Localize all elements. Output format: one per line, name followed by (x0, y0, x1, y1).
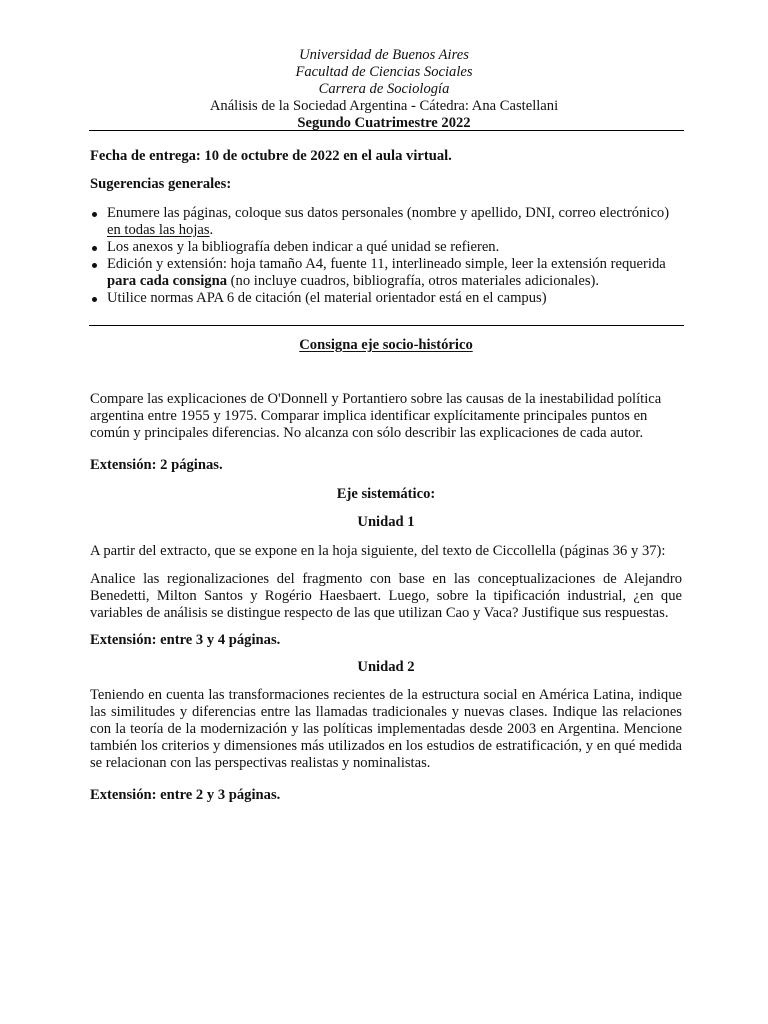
suggestions-title: Sugerencias generales: (90, 176, 232, 192)
suggestion-2-text: Los anexos y la bibliografía deben indicar a qué unidad se refieren. (107, 239, 500, 255)
header-divider (89, 130, 684, 131)
socio-historic-body: Compare las explicaciones de O'Donnell y Portantiero sobre las causas de la inestabilidad política argentina entre 1955 y 1975. Comparar implica identificar explícitamente principales puntos en común y principales diferencias. No alcanza con sólo describir las explicaciones de cada autor. (90, 391, 662, 441)
socio-historic-title-wrap (90, 337, 682, 354)
list-item (90, 256, 682, 290)
unit1-intro: A partir del extracto, que se expone en la hoja siguiente, del texto de Ciccollella (páginas 36 y 37): (90, 543, 666, 559)
university-name: Universidad de Buenos Aires (299, 47, 469, 63)
section-divider (89, 325, 684, 326)
unit1-extension: Extensión: entre 3 y 4 páginas. (90, 632, 281, 648)
suggestion-1-underlined: en todas las hojas (107, 222, 210, 238)
list-item (90, 205, 682, 239)
suggestion-1-text: Enumere las páginas, coloque sus datos personales (nombre y apellido, DNI, correo electrónico) (107, 205, 670, 221)
unit1-body: Analice las regionalizaciones del fragmento con base en las conceptualizaciones de Alejandro Benedetti, Milton Santos y Rogério Haesbaert. Luego, sobre la tipificación industrial, ¿en que variables de análisis se distingue respecto de las que utilizan Cao y Vaca? Justifique sus respuestas. (90, 571, 682, 621)
suggestion-3-end: (no incluye cuadros, bibliografía, otros materiales adicionales). (227, 273, 600, 289)
term-label: Segundo Cuatrimestre 2022 (297, 115, 471, 131)
course-name: Análisis de la Sociedad Argentina - Cátedra: Ana Castellani (209, 98, 559, 114)
due-date: Fecha de entrega: 10 de octubre de 2022 en el aula virtual. (90, 148, 452, 164)
faculty-name: Facultad de Ciencias Sociales (295, 64, 473, 80)
suggestions-list (90, 205, 682, 307)
systematic-title: Eje sistemático: (336, 486, 436, 502)
unit1-title: Unidad 1 (357, 514, 415, 530)
unit2-title: Unidad 2 (357, 659, 415, 675)
unit2-body: Teniendo en cuenta las transformaciones recientes de la estructura social en América Latina, indique las similitudes y diferencias entre las llamadas tradicionales y nuevas clases. Indique las relaciones con la teoría de la modernización y las políticas implementadas desde 2003 en Argentina. Mencione también los criterios y dimensiones más utilizados en los estudios de estratificación, y en qué medida se relacionan con las perspectivas realistas y nominalistas. (90, 687, 682, 771)
unit2-extension: Extensión: entre 2 y 3 páginas. (90, 787, 281, 803)
list-item (90, 239, 682, 256)
suggestion-3-bold: para cada consigna (107, 273, 228, 289)
list-item (90, 290, 682, 307)
socio-historic-extension: Extensión: 2 páginas. (90, 457, 223, 473)
suggestion-1-end: . (209, 222, 214, 238)
document-header (0, 47, 768, 132)
career-name: Carrera de Sociología (318, 81, 450, 97)
socio-historic-title: Consigna eje socio-histórico (299, 337, 473, 353)
suggestion-4-text: Utilice normas APA 6 de citación (el material orientador está en el campus) (107, 290, 547, 306)
suggestion-3-text: Edición y extensión: hoja tamaño A4, fuente 11, interlineado simple, leer la extensión requerida (107, 256, 666, 272)
